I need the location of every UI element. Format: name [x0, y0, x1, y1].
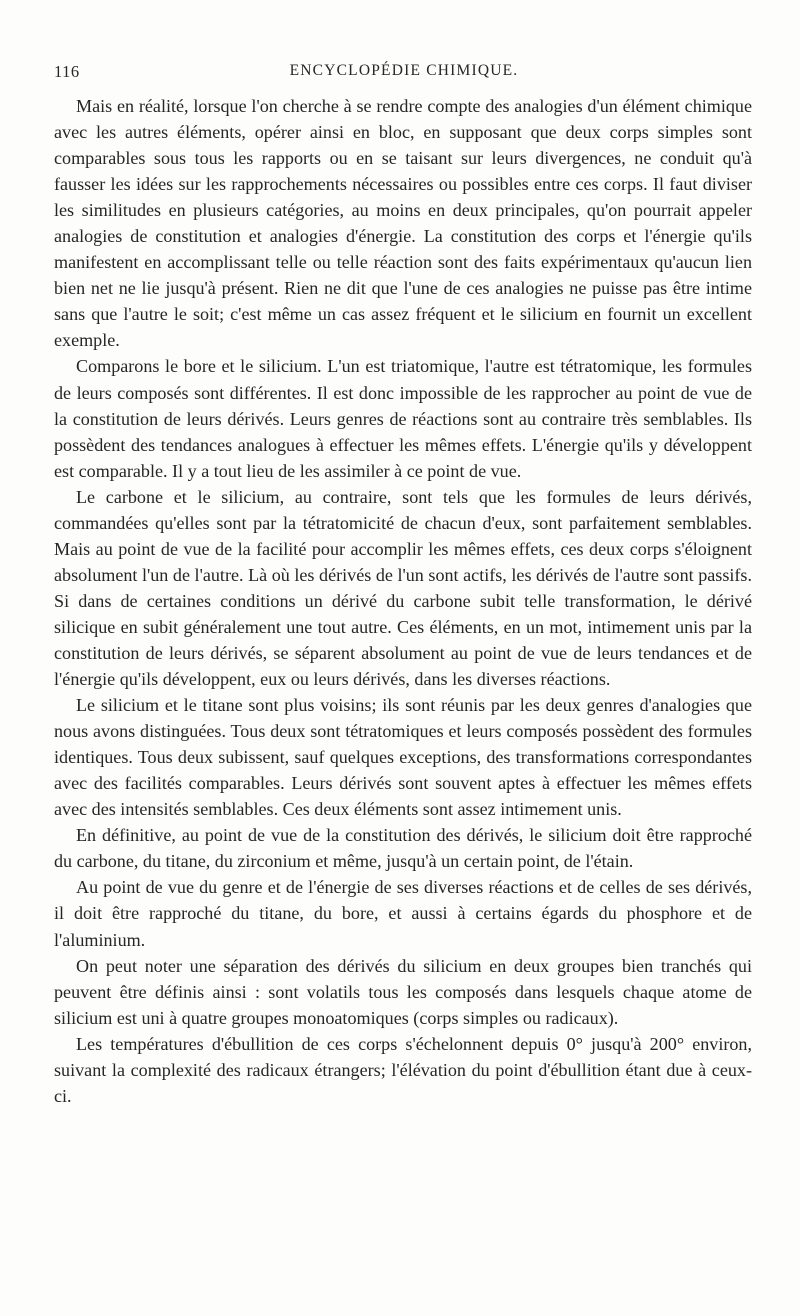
paragraph: Le carbone et le silicium, au contraire, sont tels que les formules de leurs dérivés, commandées qu'elles sont par la tétratomicité de chacun d'eux, sont parfaitement semblables. Mais au point de vue de la facilité pour accomplir les mêmes effets, ces deux corps s'éloignent absolument l'un de l'autre. Là où les dérivés de l'un sont actifs, les dérivés de l'autre sont passifs. Si dans de certaines conditions un dérivé du carbone subit telle transformation, le dérivé silicique en subit généralement une tout autre. Ces éléments, en un mot, intimement unis par la constitution de leurs dérivés, se séparent absolument au point de vue de leurs tendances et de l'énergie qu'ils développent, eux ou leurs dérivés, dans les diverses réactions. — [54, 486, 752, 690]
paragraph: Au point de vue du genre et de l'énergie de ses diverses réactions et de celles de ses dérivés, il doit être rapproché du titane, du bore, et aussi à certains égards du phosphore et de l'aluminium. — [54, 877, 752, 950]
paragraph: Les températures d'ébullition de ces corps s'échelonnent depuis 0° jusqu'à 200° environ, suivant la complexité des radicaux étrangers; l'élévation du point d'ébullition étant due à ceux-ci. — [54, 1033, 752, 1106]
paragraph: On peut noter une séparation des dérivés du silicium en deux groupes bien tranchés qui peuvent être définis ainsi : sont volatils tous les composés dans lesquels chaque atome de silicium est uni à quatre groupes monoatomiques (corps simples ou radicaux). — [54, 955, 752, 1028]
paragraph: Le silicium et le titane sont plus voisins; ils sont réunis par les deux genres d'analogies que nous avons distinguées. Tous deux sont tétratomiques et leurs composés possèdent des formules identiques. Tous deux subissent, sauf quelques exceptions, des transformations correspondantes avec des facilités comparables. Leurs dérivés sont souvent aptes à effectuer les mêmes effets avec des intensités semblables. Ces deux éléments sont assez intimement unis. — [54, 695, 752, 820]
running-title: ENCYCLOPÉDIE CHIMIQUE. — [289, 62, 519, 79]
paragraph: Mais en réalité, lorsque l'on cherche à se rendre compte des analogies d'un élément chimique avec les autres éléments, opérer ainsi en bloc, en supposant que deux corps simples sont comparables sous tous les rapports ou en se taisant sur leurs divergences, ne conduit qu'à fausser les idées sur les rapprochements nécessaires ou possibles entre ces corps. Il faut diviser les similitudes en plusieurs catégories, au moins en deux principales, qu'on pourrait appeler analogies de constitution et analogies d'énergie. La constitution des corps et l'énergie qu'ils manifestent en accomplissant telle ou telle réaction sont des faits expérimentaux qu'aucun lien bien net ne lie jusqu'à présent. Rien ne dit que l'une de ces analogies ne puisse pas être intime sans que l'autre le soit; c'est même un cas assez fréquent et le silicium en fournit un excellent exemple. — [54, 96, 752, 351]
body-text — [54, 93, 752, 1109]
page-header — [54, 62, 754, 86]
paragraph: En définitive, au point de vue de la constitution des dérivés, le silicium doit être rapproché du carbone, du titane, du zirconium et même, jusqu'à un certain point, de l'étain. — [54, 825, 752, 872]
paragraph: Comparons le bore et le silicium. L'un est triatomique, l'autre est tétratomique, les formules de leurs composés sont différentes. Il est donc impossible de les rapprocher au point de vue de la constitution de leurs dérivés. Leurs genres de réactions sont au contraire très semblables. Ils possèdent des tendances analogues à effectuer les mêmes effets. L'énergie qu'ils y développent est comparable. Il y a tout lieu de les assimiler à ce point de vue. — [54, 356, 752, 481]
page-number: 116 — [54, 62, 80, 81]
